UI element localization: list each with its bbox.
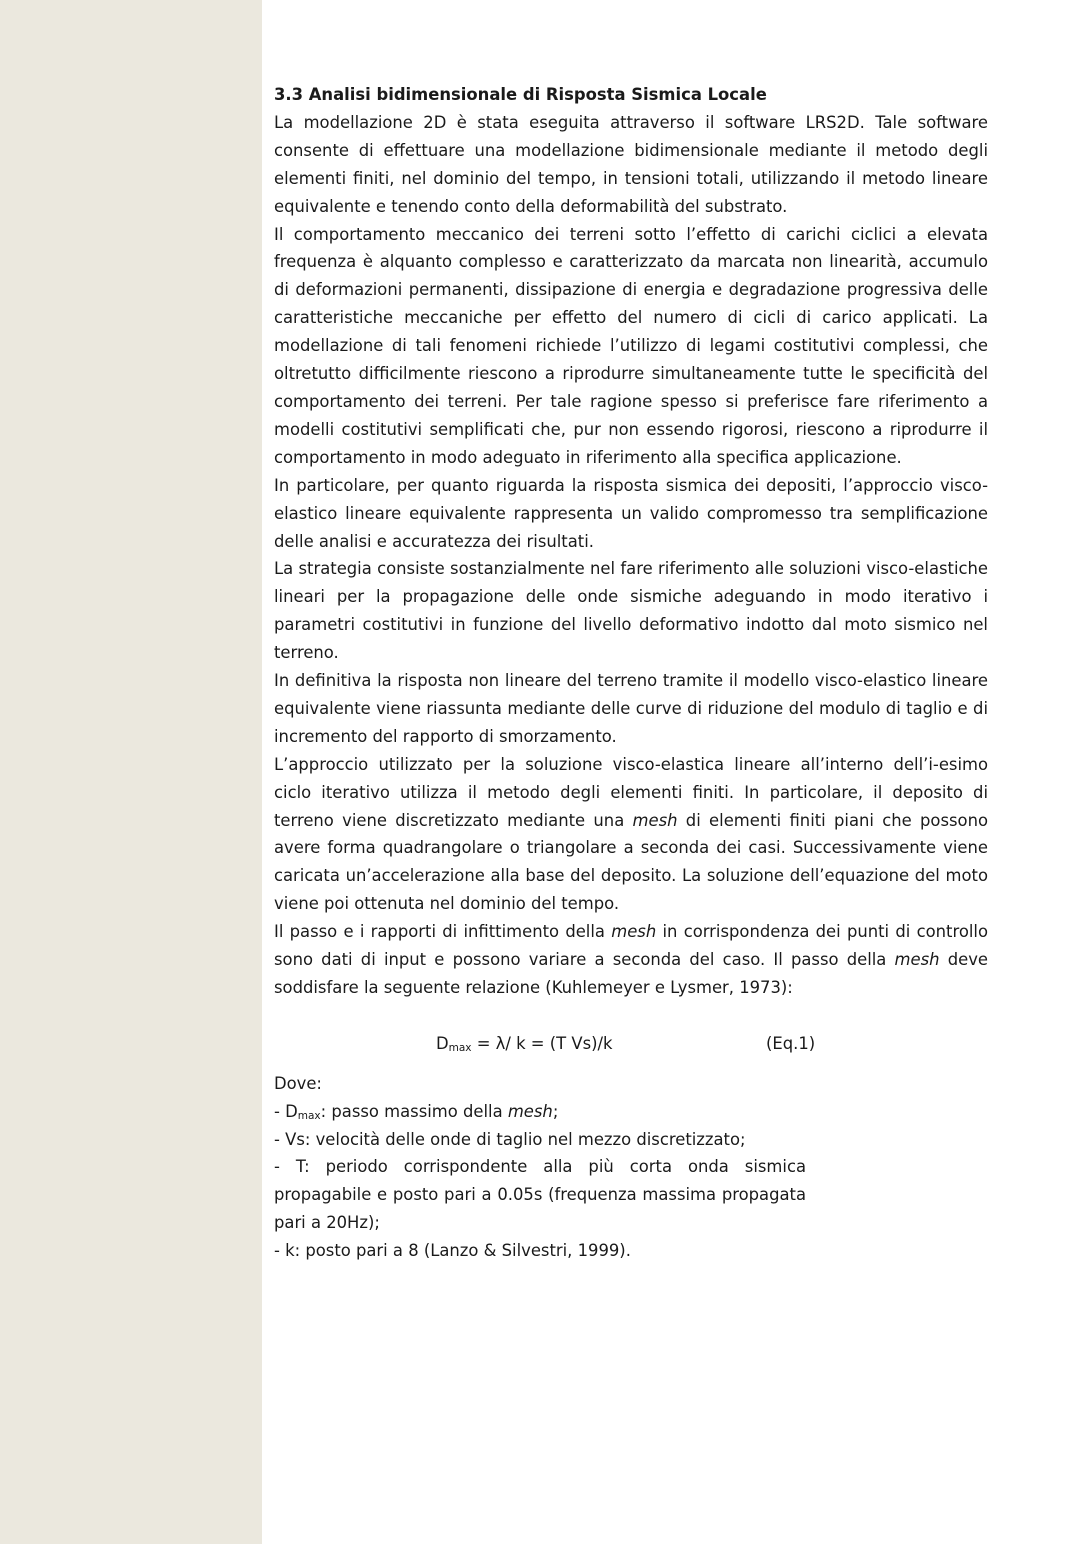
paragraph-7: [274, 918, 988, 1002]
paragraph-7-mesh-term-2: mesh: [894, 950, 940, 970]
paragraph-6-text-b: di elementi finiti piani che possono avere forma quadrangolare o triangolare a seconda dei casi. Successivamente viene caricata un’accelerazione alla base del deposito. La soluzione dell’equazione del moto viene poi ottenuta nel dominio del tempo.: [274, 810, 988, 914]
paragraph-6: [274, 751, 988, 918]
paragraph-7-text-a: Il passo e i rapporti di infittimento della: [274, 922, 612, 942]
definition-dmax: [274, 1098, 806, 1126]
equation-subscript: max: [448, 1041, 472, 1054]
equation-rhs: = λ/ k = (T Vs)/k: [471, 1033, 613, 1053]
page-side-band: [0, 0, 262, 1544]
equation-1: [274, 1030, 988, 1058]
paragraph-7-text-b: in corrispondenza dei punti di controllo sono dati di input e possono variare a seconda del caso. Il passo della: [274, 922, 988, 970]
definition-k: - k: posto pari a 8 (Lanzo & Silvestri, 1999).: [274, 1241, 631, 1261]
definition-dmax-mesh-term: mesh: [507, 1101, 553, 1121]
paragraph-1: La modellazione 2D è stata eseguita attraverso il software LRS2D. Tale software consente di effettuare una modellazione bidimensionale mediante il metodo degli elementi finiti, nel dominio del tempo, in tensioni totali, utilizzando il metodo lineare equivalente e tenendo conto della deformabilità del substrato.: [274, 112, 988, 216]
equation-label: (Eq.1): [766, 1033, 816, 1053]
paragraph-6-text-a: L’approccio utilizzato per la soluzione visco-elastica lineare all’interno dell’i-esimo ciclo iterativo utilizza il metodo degli elementi finiti. In particolare, il deposito di terreno viene discretizzato mediante una: [274, 754, 988, 830]
document-body: [274, 81, 988, 1265]
definitions-list: [274, 1070, 806, 1265]
definition-dmax-prefix: - D: [274, 1101, 298, 1121]
paragraph-5: In definitiva la risposta non lineare del terreno tramite il modello visco-elastico lineare equivalente viene riassunta mediante delle curve di riduzione del modulo di taglio e di incremento del rapporto di smorzamento.: [274, 671, 988, 746]
paragraph-7-mesh-term-1: mesh: [611, 922, 657, 942]
definition-dmax-end: ;: [552, 1101, 559, 1121]
paragraph-3: In particolare, per quanto riguarda la risposta sismica dei depositi, l’approccio visco-elastico lineare equivalente rappresenta un valido compromesso tra semplificazione delle analisi e accuratezza dei risultati.: [274, 475, 988, 551]
section-title: 3.3 Analisi bidimensionale di Risposta Sismica Locale: [274, 85, 767, 104]
paragraph-4: La strategia consiste sostanzialmente nel fare riferimento alle soluzioni visco-elastiche lineari per la propagazione delle onde sismiche adeguando in modo iterativo i parametri costitutivi in funzione del livello deformativo indotto dal moto sismico nel terreno.: [274, 559, 988, 663]
paragraph-2: Il comportamento meccanico dei terreni sotto l’effetto di carichi ciclici a elevata frequenza è alquanto complesso e caratterizzato da marcata non linearità, accumulo di deformazioni permanenti, dissipazione di energia e degradazione progressiva delle caratteristiche meccaniche per effetto del numero di cicli di carico applicati. La modellazione di tali fenomeni richiede l’utilizzo di legami costitutivi complessi, che oltretutto difficilmente riescono a riprodurre simultaneamente tutte le specificità del comportamento dei terreni. Per tale ragione spesso si preferisce fare riferimento a modelli costitutivi semplificati che, pur non essendo rigorosi, riescono a riprodurre il comportamento in modo adeguato in riferimento alla specifica applicazione.: [274, 224, 988, 467]
paragraph-6-mesh-term: mesh: [632, 810, 678, 830]
definitions-intro: Dove:: [274, 1073, 322, 1093]
definition-t: - T: periodo corrispondente alla più corta onda sismica propagabile e posto pari a 0.05s (frequenza massima propagata pari a 20Hz);: [274, 1157, 806, 1233]
definition-dmax-text: : passo massimo della: [320, 1101, 508, 1121]
equation-symbol: D: [436, 1033, 449, 1053]
paragraph-7-text-c: deve soddisfare la seguente relazione (Kuhlemeyer e Lysmer, 1973):: [274, 950, 988, 997]
definition-vs: - Vs: velocità delle onde di taglio nel mezzo discretizzato;: [274, 1129, 746, 1149]
definition-dmax-subscript: max: [297, 1109, 321, 1122]
equation-formula: [436, 1030, 613, 1058]
